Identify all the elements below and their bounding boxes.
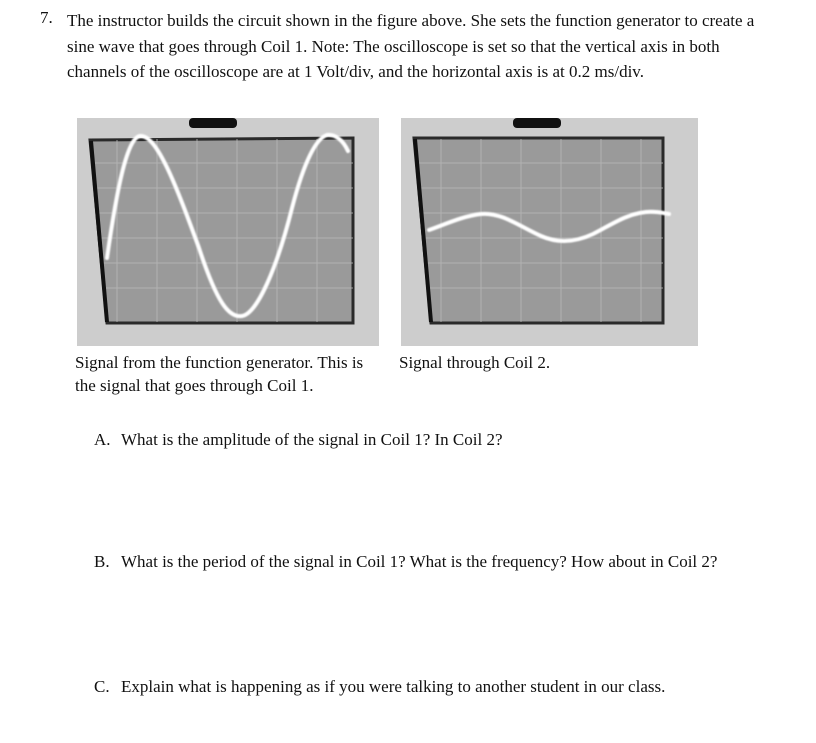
part-c-text: Explain what is happening as if you were talking to another student in our class. — [121, 677, 666, 696]
part-a-text: What is the amplitude of the signal in Coil 1? In Coil 2? — [121, 430, 503, 449]
part-c-letter: C. — [94, 677, 110, 696]
part-b-text: What is the period of the signal in Coil 1? What is the frequency? How about in Coil 2? — [121, 552, 718, 571]
question-text: The instructor builds the circuit shown in the figure above. She sets the function generator to create a sine wave that goes through Coil 1. Note: The oscilloscope is set so that the vertical axis in both channels of the oscilloscope are at 1 Volt/div, and the horizontal axis is at 0.2 ms/div. — [67, 11, 755, 81]
part-a-letter: A. — [94, 430, 111, 449]
oscilloscope-photo-coil-1 — [77, 118, 379, 346]
oscilloscope-screen-1 — [77, 118, 379, 346]
question-number: 7. — [40, 8, 53, 27]
part-b-letter: B. — [94, 552, 110, 571]
oscilloscope-screen-2 — [401, 118, 698, 346]
figure-caption-coil-1: Signal from the function generator. This is the signal that goes through Coil 1. — [75, 353, 364, 395]
figure-caption-coil-2: Signal through Coil 2. — [399, 353, 551, 372]
oscilloscope-photo-coil-2 — [401, 118, 698, 346]
